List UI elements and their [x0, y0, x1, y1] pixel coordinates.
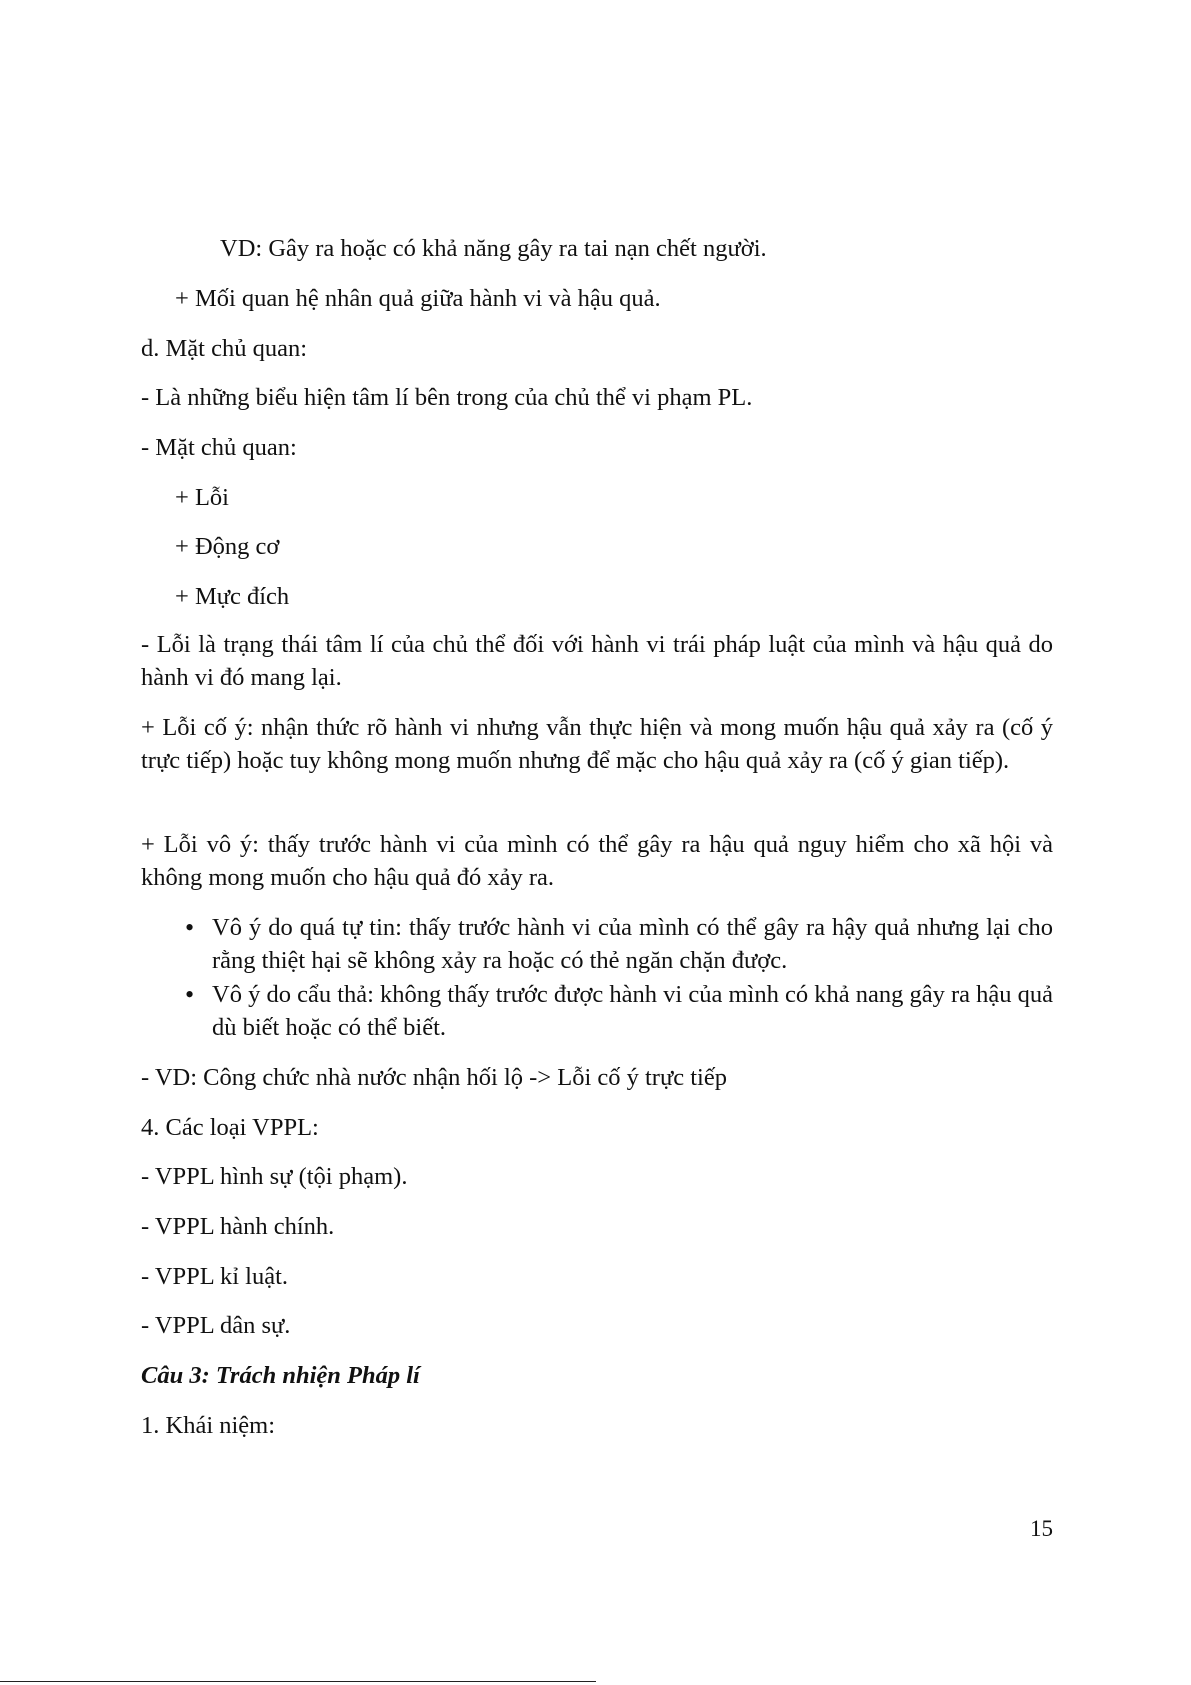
type-administrative: - VPPL hành chính. [141, 1213, 335, 1240]
example-civil-servant: - VD: Công chức nhà nước nhận hối lộ -> Lỗi cố ý trực tiếp [141, 1064, 727, 1091]
intentional-fault-paragraph: + Lỗi cố ý: nhận thức rõ hành vi nhưng vẫn thực hiện và mong muốn hậu quả xảy ra (cố ý trực tiếp) hoặc tuy không mong muốn nhưng để mặc cho hậu quả xảy ra (cố ý gian tiếp). [141, 714, 1053, 774]
negligent-fault-paragraph: + Lỗi vô ý: thấy trước hành vi của mình có thể gây ra hậu quả nguy hiểm cho xã hội và không mong muốn cho hậu quả đó xảy ra. [141, 831, 1053, 891]
concept-heading: 1. Khái niệm: [141, 1412, 276, 1439]
example-line: VD: Gây ra hoặc có khả năng gây ra tai nạn chết người. [220, 235, 767, 262]
section-heading-subjective: d. Mặt chủ quan: [141, 335, 308, 362]
causal-relation-line: + Mối quan hệ nhân quả giữa hành vi và hậu quả. [175, 285, 661, 312]
list-item-purpose: + Mực đích [175, 583, 290, 610]
bullet-icon: • [185, 980, 195, 1009]
section-heading-types: 4. Các loại VPPL: [141, 1114, 319, 1141]
question-3-heading: Câu 3: Trách nhiện Pháp lí [141, 1362, 420, 1389]
type-criminal: - VPPL hình sự (tội phạm). [141, 1163, 408, 1190]
bullet-carelessness: Vô ý do cẩu thả: không thấy trước được hành vi của mình có khả nang gây ra hậu quả dù biết hoặc có thể biết. [212, 981, 1053, 1041]
list-item-fault: + Lỗi [175, 484, 229, 511]
subjective-list-intro: - Mặt chủ quan: [141, 434, 297, 461]
page-number: 15 [1030, 1516, 1053, 1541]
subjective-definition-line: - Là những biểu hiện tâm lí bên trong của chủ thể vi phạm PL. [141, 384, 753, 411]
bullet-icon: • [185, 913, 195, 942]
type-disciplinary: - VPPL kỉ luật. [141, 1263, 289, 1290]
fault-definition-paragraph: - Lỗi là trạng thái tâm lí của chủ thể đối với hành vi trái pháp luật của mình và hậu quả do hành vi đó mang lại. [141, 631, 1053, 691]
list-item-motive: + Động cơ [175, 533, 280, 560]
type-civil: - VPPL dân sự. [141, 1312, 291, 1339]
bullet-overconfidence: Vô ý do quá tự tin: thấy trước hành vi của mình có thể gây ra hậy quả nhưng lại cho rằng thiệt hại sẽ không xảy ra hoặc có thẻ ngăn chặn được. [212, 914, 1053, 974]
footer-divider [0, 1681, 596, 1682]
